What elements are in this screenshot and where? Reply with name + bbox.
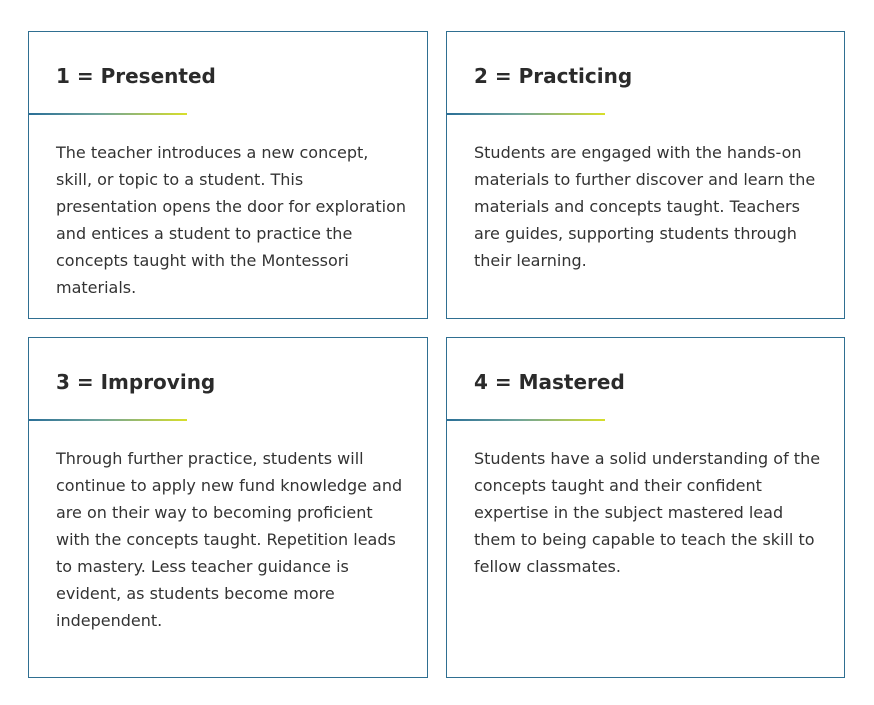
- card-title: 3 = Improving: [56, 370, 216, 394]
- card-title: 2 = Practicing: [474, 64, 633, 88]
- card-practicing: [446, 31, 845, 319]
- gradient-divider: [29, 419, 187, 421]
- card-description: Students are engaged with the hands-on materials to further discover and learn the materials and concepts taught. Teachers are guides, supporting students through their learning.: [474, 143, 816, 270]
- card-description: Students have a solid understanding of the concepts taught and their confident expertise in the subject mastered lead them to being capable to teach the skill to fellow classmates.: [474, 449, 821, 576]
- card-description: The teacher introduces a new concept, skill, or topic to a student. This presentation opens the door for exploration and entices a student to practice the concepts taught with the Montessori materials.: [56, 143, 406, 297]
- card-title: 4 = Mastered: [474, 370, 625, 394]
- card-description: Through further practice, students will continue to apply new fund knowledge and are on their way to becoming proficient with the concepts taught. Repetition leads to mastery. Less teacher guidance is evident, as students become more independent.: [56, 449, 403, 630]
- card-title: 1 = Presented: [56, 64, 216, 88]
- gradient-divider: [29, 113, 187, 115]
- card-mastered: [446, 337, 845, 678]
- gradient-divider: [447, 113, 605, 115]
- card-improving: [28, 337, 428, 678]
- gradient-divider: [447, 419, 605, 421]
- card-presented: [28, 31, 428, 319]
